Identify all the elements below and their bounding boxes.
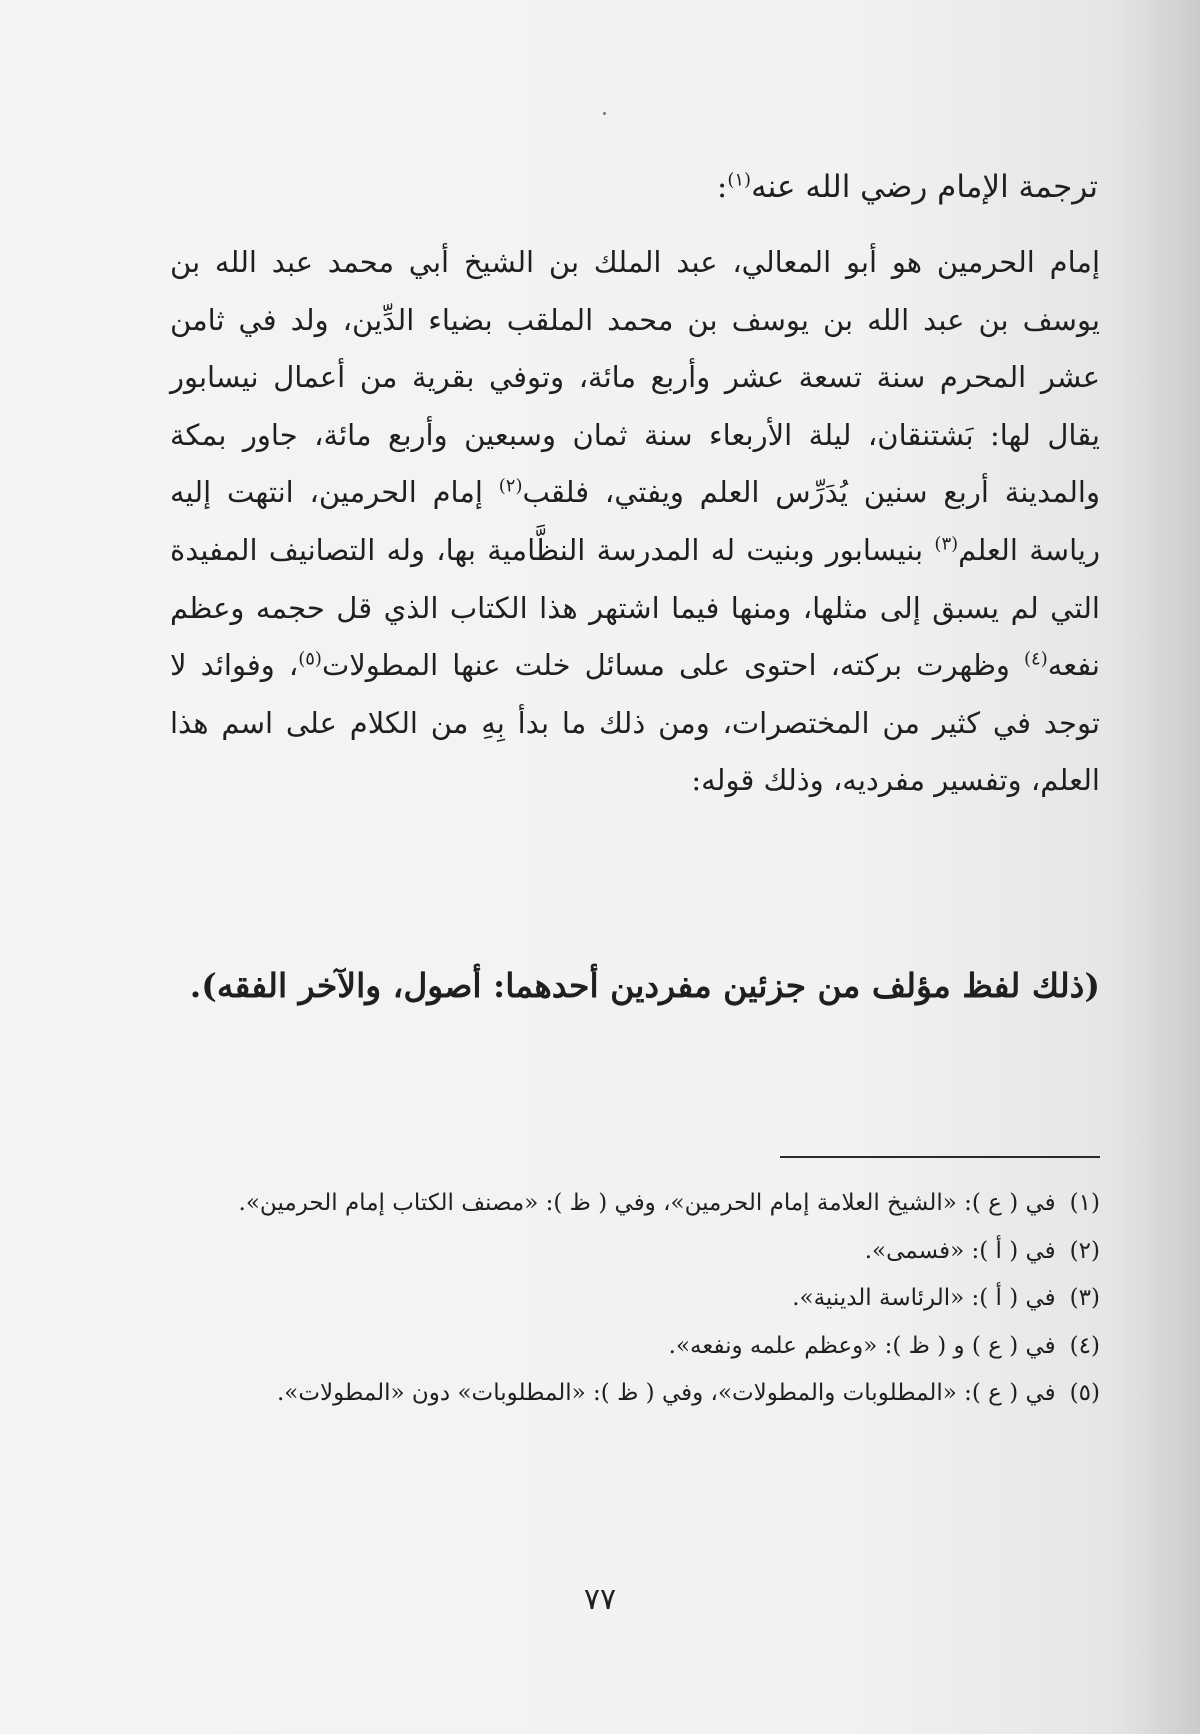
footnote-4 bbox=[172, 1323, 1100, 1371]
footnote-number: (٥) bbox=[1069, 1380, 1100, 1406]
bio-text-1: إمام الحرمين هو أبو المعالي، عبد الملك بن الشيخ أبي محمد عبد الله بن يوسف بن عبد الله بن يوسف بن محمد الملقب بضياء الدِّين، ولد في ثامن عشر المحرم سنة تسعة عشر وأربع مائة، وتوفي بقرية من أعمال نيسابور يقال لها: بَشتنقان، ليلة الأربعاء سنة ثمان وسبعين وأربع مائة، جاور بمكة والمدينة أربع سنين يُدَرِّس العلم ويفتي، فلقب bbox=[170, 245, 1100, 510]
footnote-ref-4: (٤) bbox=[1023, 648, 1048, 670]
matn-quote: (ذلك لفظ مؤلف من جزئين مفردين أحدهما: أصول، والآخر الفقه). bbox=[189, 966, 1100, 1005]
footnote-text: في ( أ ): «فسمى». bbox=[864, 1237, 1056, 1264]
bio-text-2: إمام الحرمين، انتهت إليه رياسة العلم bbox=[170, 475, 1100, 567]
bio-text-3: بنيسابور وبنيت له المدرسة النظَّامية بها، وله التصانيف المفيدة التي لم يسبق إلى مثلها، ومنها فيما اشتهر هذا الكتاب الذي قل حجمه وعظم نفعه bbox=[170, 532, 1100, 683]
page-edge-shadow bbox=[1120, 0, 1200, 1734]
footnote-1 bbox=[172, 1180, 1100, 1228]
footnotes-list bbox=[172, 1180, 1100, 1418]
footnote-text: في ( ع ) و ( ظ ): «وعظم علمه ونفعه». bbox=[668, 1332, 1056, 1359]
footnote-number: (٢) bbox=[1069, 1237, 1100, 1264]
footnote-number: (٣) bbox=[1069, 1285, 1100, 1311]
footnote-3 bbox=[172, 1275, 1100, 1323]
page-number: ٧٧ bbox=[583, 1582, 617, 1617]
footnote-number: (٤) bbox=[1069, 1332, 1100, 1359]
footnote-text: في ( ع ): «المطلوبات والمطولات»، وفي ( ظ ): «المطلوبات» دون «المطولات». bbox=[276, 1380, 1056, 1406]
footnote-5 bbox=[172, 1370, 1100, 1418]
heading-text: ترجمة الإمام رضي الله عنه bbox=[751, 169, 1098, 205]
footnote-ref-2: (٢) bbox=[498, 475, 523, 497]
bio-text-4: وظهرت بركته، احتوى على مسائل خلت عنها المطولات bbox=[321, 648, 1024, 683]
footnote-text: في ( ع ): «الشيخ العلامة إمام الحرمين»، وفي ( ظ ): «مصنف الكتاب إمام الحرمين». bbox=[238, 1190, 1056, 1216]
biography-paragraph bbox=[170, 234, 1100, 810]
heading-colon: : bbox=[716, 169, 728, 205]
footnote-ref-5: (٥) bbox=[298, 648, 322, 670]
heading-footnote-ref: (١) bbox=[727, 169, 752, 191]
ink-speck bbox=[603, 112, 606, 115]
bio-text-5: ، وفوائد لا توجد في كثير من المختصرات، ومن ذلك ما بدأ بِهِ من الكلام على اسم هذا العلم، وتفسير مفرديه، وذلك قوله: bbox=[170, 648, 1100, 798]
footnote-2 bbox=[172, 1228, 1100, 1276]
section-heading bbox=[168, 162, 1098, 212]
footnote-divider bbox=[780, 1156, 1100, 1158]
footnote-ref-3: (٣) bbox=[934, 533, 959, 555]
footnote-text: في ( أ ): «الرئاسة الدينية». bbox=[792, 1285, 1056, 1311]
footnote-number: (١) bbox=[1069, 1190, 1100, 1216]
